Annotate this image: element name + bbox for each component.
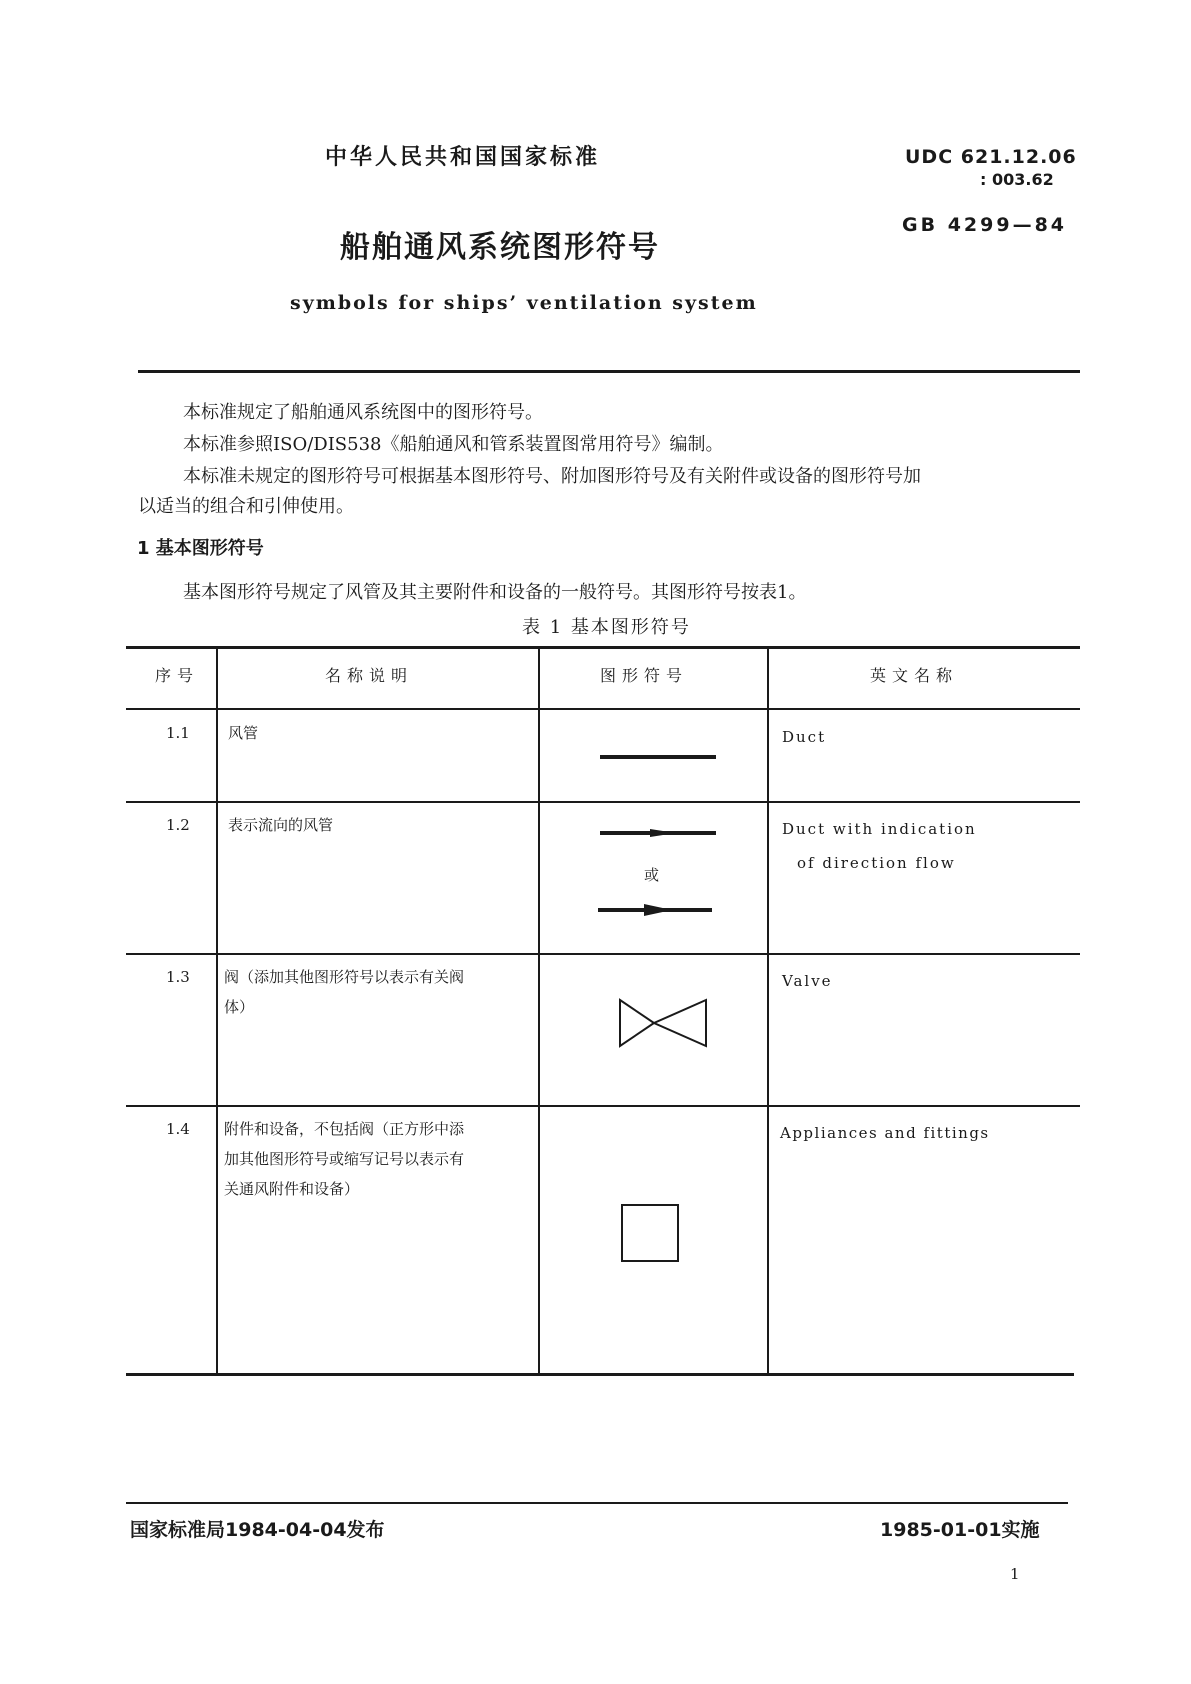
table-caption: 表 1 基本图形符号 bbox=[522, 617, 691, 638]
udc-code-continued: : 003.62 bbox=[980, 170, 1054, 189]
intro-paragraph-3-cont: 以适当的组合和引伸使用。 bbox=[138, 496, 354, 517]
row-english-name: Valve bbox=[782, 972, 833, 990]
intro-paragraph-3: 本标准未规定的图形符号可根据基本图形符号、附加图形符号及有关附件或设备的图形符号加 bbox=[183, 466, 921, 487]
row-name: 表示流向的风管 bbox=[228, 816, 334, 834]
or-label: 或 bbox=[644, 866, 660, 884]
header-name: 名称说明 bbox=[325, 666, 414, 685]
footer-rule bbox=[126, 1502, 1068, 1504]
duct-direction-symbol-2 bbox=[598, 904, 712, 916]
header-number: 序号 bbox=[155, 666, 200, 685]
row-english-name-cont: of direction flow bbox=[797, 854, 956, 872]
issued-date: 国家标准局1984-04-04发布 bbox=[130, 1519, 385, 1541]
row-number: 1.2 bbox=[166, 816, 190, 834]
row-name: 阀（添加其他图形符号以表示有关阀 bbox=[224, 968, 465, 986]
country-standard-label: 中华人民共和国国家标准 bbox=[325, 145, 601, 170]
row-english-name: Appliances and fittings bbox=[780, 1124, 990, 1142]
fitting-square-symbol bbox=[622, 1205, 678, 1261]
valve-symbol bbox=[620, 1000, 706, 1046]
row-number: 1.1 bbox=[166, 724, 190, 742]
document-subtitle-en: symbols for ships’ ventilation system bbox=[290, 292, 758, 314]
section-1-text: 基本图形符号规定了风管及其主要附件和设备的一般符号。其图形符号按表1。 bbox=[183, 582, 807, 603]
gb-code: GB 4299—84 bbox=[902, 214, 1068, 236]
row-name-cont: 体） bbox=[224, 998, 255, 1016]
header-symbol: 图形符号 bbox=[600, 666, 689, 685]
page-number: 1 bbox=[1010, 1565, 1020, 1583]
effective-date: 1985-01-01实施 bbox=[880, 1519, 1040, 1541]
udc-code: UDC 621.12.06 bbox=[905, 146, 1077, 168]
row-name-cont: 加其他图形符号或缩写记号以表示有 bbox=[224, 1150, 465, 1168]
intro-paragraph-1: 本标准规定了船舶通风系统图中的图形符号。 bbox=[183, 402, 543, 423]
row-english-name: Duct bbox=[782, 728, 827, 746]
header-english-name: 英文名称 bbox=[870, 666, 959, 685]
row-name: 风管 bbox=[228, 724, 259, 742]
row-number: 1.3 bbox=[166, 968, 190, 986]
document-title: 船舶通风系统图形符号 bbox=[340, 230, 660, 265]
intro-paragraph-2: 本标准参照ISO/DIS538《船舶通风和管系装置图常用符号》编制。 bbox=[183, 434, 724, 455]
row-number: 1.4 bbox=[166, 1120, 190, 1138]
duct-direction-symbol-1 bbox=[600, 829, 716, 837]
row-english-name: Duct with indication bbox=[782, 820, 977, 838]
row-name: 附件和设备，不包括阀（正方形中添 bbox=[224, 1120, 465, 1138]
section-1-heading: 1 基本图形符号 bbox=[137, 538, 264, 559]
row-name-cont: 关通风附件和设备） bbox=[224, 1180, 360, 1198]
